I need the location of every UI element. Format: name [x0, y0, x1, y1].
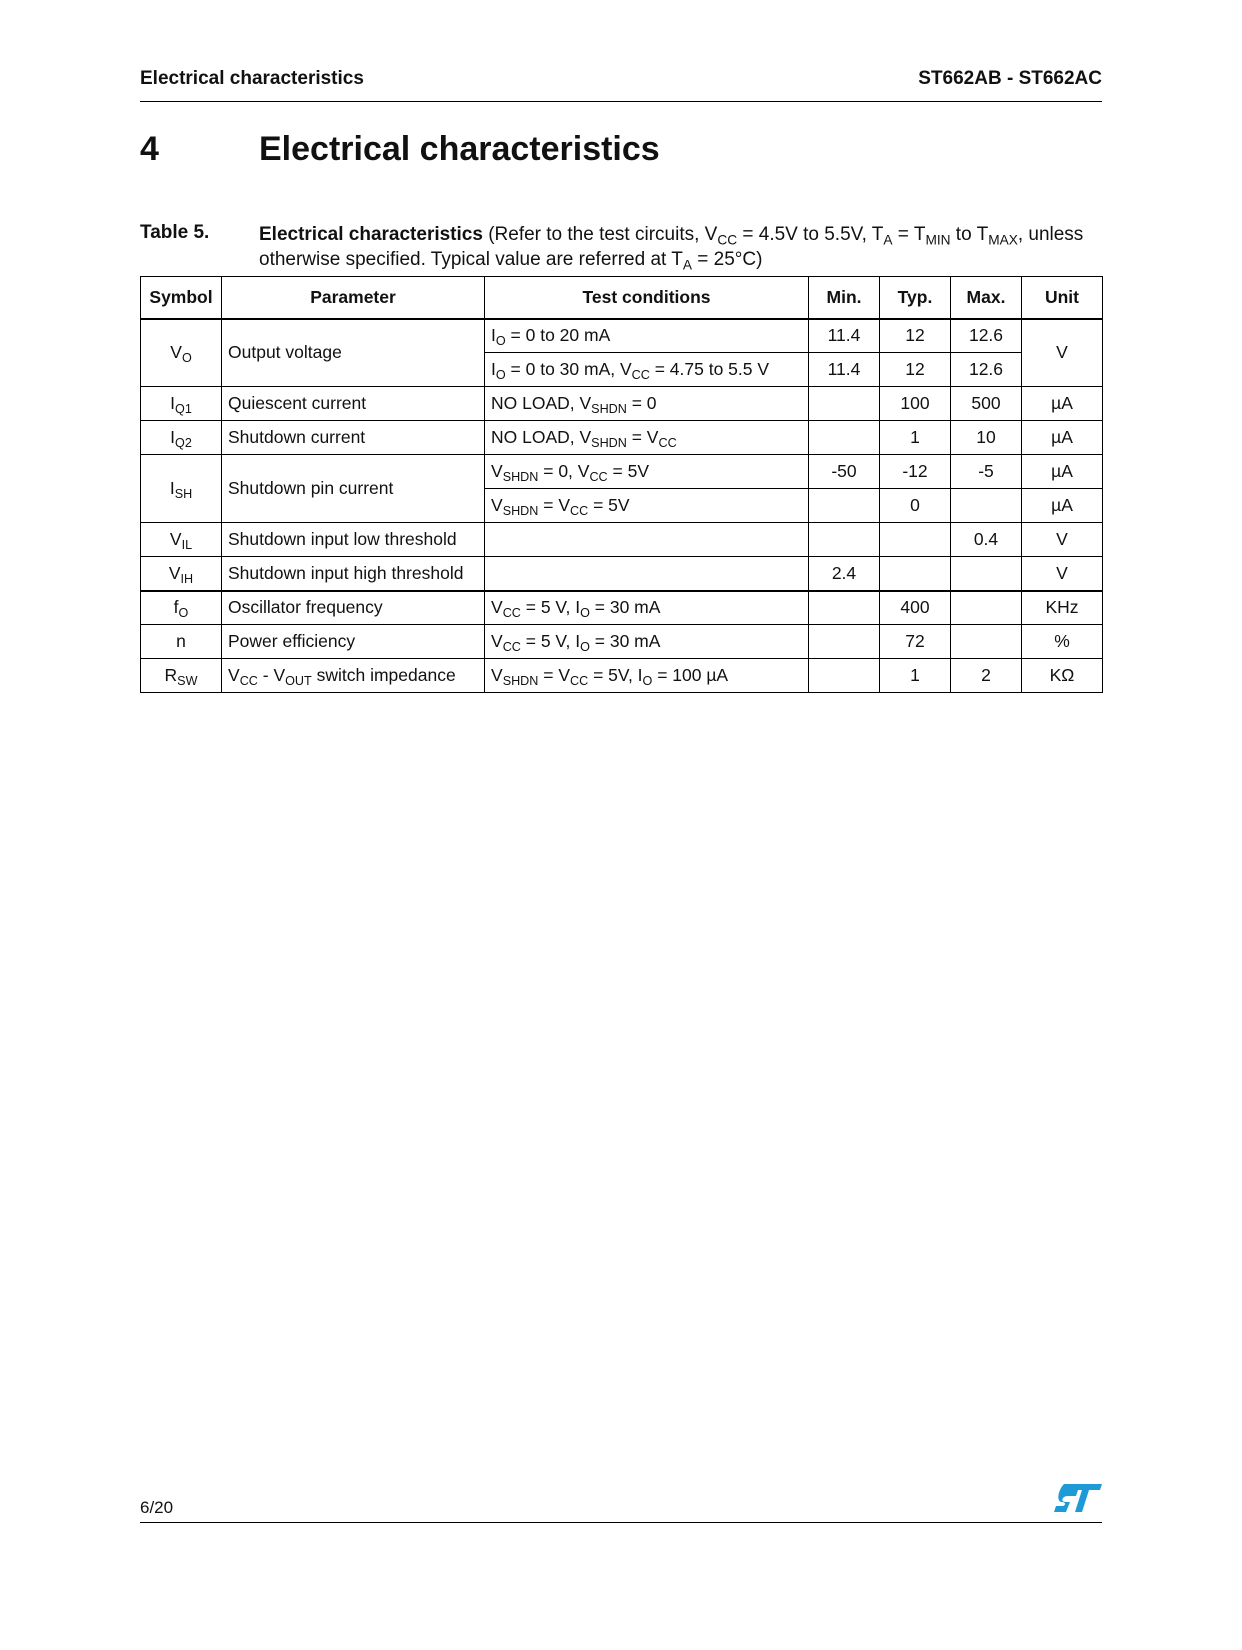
caption-sub: A [682, 257, 692, 273]
condition-cell: $I_O = 0$ to 20 mA [485, 319, 809, 353]
table-row [141, 659, 1103, 693]
caption-sub: MIN [925, 232, 951, 248]
caption-text: = T [892, 224, 926, 245]
max-cell: 2 [951, 659, 1022, 693]
col-header-test-conditions: Test conditions [485, 277, 809, 319]
parameter-cell: Shutdown pin current [222, 455, 485, 523]
page-number: 6/20 [140, 1498, 174, 1517]
table-caption [259, 222, 1102, 272]
unit-cell: V [1022, 557, 1103, 591]
caption-text: (Refer to the test circuits, V [482, 224, 718, 245]
running-header-part-number: ST662AB - ST662AC [918, 68, 1102, 89]
unit-cell: KΩ [1022, 659, 1103, 693]
parameter-cell: Oscillator frequency [222, 591, 485, 625]
table-row [141, 319, 1103, 353]
caption-text: , unless otherwise specified. Typical value are referred at T [259, 224, 1084, 270]
typ-cell: 1 [880, 659, 951, 693]
condition-cell: $I_O = 0$ to 30 mA, $V_{CC} = 4.75$ to 5.5 V [485, 353, 809, 387]
unit-cell: µA [1022, 489, 1103, 523]
table-row [141, 557, 1103, 591]
col-header-typ: Typ. [880, 277, 951, 319]
max-cell: -5 [951, 455, 1022, 489]
max-cell [951, 489, 1022, 523]
max-cell [951, 625, 1022, 659]
caption-sub: CC [717, 232, 738, 248]
col-header-unit: Unit [1022, 277, 1103, 319]
symbol-cell: $V_O$ [141, 319, 222, 387]
parameter-cell: Output voltage [222, 319, 485, 387]
unit-cell: % [1022, 625, 1103, 659]
parameter-cell: Shutdown input low threshold [222, 523, 485, 557]
condition-cell: $V_{SHDN} = 0$, $V_{CC} = 5V$ [485, 455, 809, 489]
typ-cell [880, 523, 951, 557]
caption-text: = 25°C) [691, 249, 763, 270]
symbol-cell: $f_O$ [141, 591, 222, 625]
running-header-title: Electrical characteristics [140, 68, 364, 89]
min-cell: 2.4 [809, 557, 880, 591]
table-row [141, 455, 1103, 489]
max-cell: 12.6 [951, 319, 1022, 353]
max-cell [951, 557, 1022, 591]
min-cell [809, 489, 880, 523]
min-cell [809, 591, 880, 625]
caption-bold: Electrical characteristics [259, 224, 483, 245]
typ-cell: -12 [880, 455, 951, 489]
condition-cell: $V_{SHDN} = V_{CC} = 5V$ [485, 489, 809, 523]
max-cell: 10 [951, 421, 1022, 455]
electrical-characteristics-table [140, 276, 1103, 693]
symbol-cell: $I_{Q2}$ [141, 421, 222, 455]
unit-cell: KHz [1022, 591, 1103, 625]
parameter-cell: $V_{CC} - V_{OUT}$ switch impedance [222, 659, 485, 693]
condition-cell: $V_{CC} = 5$ V, $I_O = 30$ mA [485, 625, 809, 659]
max-cell: 500 [951, 387, 1022, 421]
min-cell [809, 625, 880, 659]
unit-cell: V [1022, 319, 1103, 387]
unit-cell: µA [1022, 421, 1103, 455]
parameter-cell: Shutdown input high threshold [222, 557, 485, 591]
max-cell [951, 591, 1022, 625]
unit-cell: µA [1022, 387, 1103, 421]
min-cell [809, 659, 880, 693]
unit-cell: V [1022, 523, 1103, 557]
col-header-max: Max. [951, 277, 1022, 319]
min-cell: 11.4 [809, 319, 880, 353]
typ-cell: 1 [880, 421, 951, 455]
symbol-cell: n [141, 625, 222, 659]
table-header-row [141, 277, 1103, 319]
st-logo-shape [1054, 1484, 1102, 1512]
section-number: 4 [140, 130, 159, 168]
table-caption-label: Table 5. [140, 222, 210, 243]
typ-cell: 12 [880, 353, 951, 387]
typ-cell: 0 [880, 489, 951, 523]
table-row [141, 591, 1103, 625]
condition-cell [485, 557, 809, 591]
condition-cell: NO LOAD, $V_{SHDN} = V_{CC}$ [485, 421, 809, 455]
max-cell: 12.6 [951, 353, 1022, 387]
typ-cell: 400 [880, 591, 951, 625]
caption-text: to T [950, 224, 989, 245]
table-row [141, 625, 1103, 659]
min-cell: 11.4 [809, 353, 880, 387]
condition-cell [485, 523, 809, 557]
caption-sub: A [883, 232, 893, 248]
max-cell: 0.4 [951, 523, 1022, 557]
condition-cell: $V_{CC} = 5$ V, $I_O = 30$ mA [485, 591, 809, 625]
caption-text: = 4.5V to 5.5V, T [737, 224, 884, 245]
col-header-parameter: Parameter [222, 277, 485, 319]
min-cell [809, 523, 880, 557]
footer-divider [140, 1522, 1102, 1523]
st-logo-icon [1054, 1484, 1102, 1518]
table-row [141, 523, 1103, 557]
min-cell: -50 [809, 455, 880, 489]
table-row [141, 387, 1103, 421]
min-cell [809, 421, 880, 455]
col-header-symbol: Symbol [141, 277, 222, 319]
condition-cell: $V_{SHDN} = V_{CC} = 5V$, $I_O = 100$ µA [485, 659, 809, 693]
caption-sub: MAX [988, 232, 1018, 248]
table-row [141, 421, 1103, 455]
unit-cell: µA [1022, 455, 1103, 489]
parameter-cell: Quiescent current [222, 387, 485, 421]
typ-cell: 100 [880, 387, 951, 421]
symbol-cell: $I_{Q1}$ [141, 387, 222, 421]
typ-cell: 12 [880, 319, 951, 353]
typ-cell: 72 [880, 625, 951, 659]
parameter-cell: Power efficiency [222, 625, 485, 659]
symbol-cell: $R_{SW}$ [141, 659, 222, 693]
header-divider [140, 101, 1102, 102]
typ-cell [880, 557, 951, 591]
section-title: Electrical characteristics [259, 130, 660, 168]
col-header-min: Min. [809, 277, 880, 319]
symbol-cell: $I_{SH}$ [141, 455, 222, 523]
min-cell [809, 387, 880, 421]
symbol-cell: $V_{IL}$ [141, 523, 222, 557]
symbol-cell: $V_{IH}$ [141, 557, 222, 591]
parameter-cell: Shutdown current [222, 421, 485, 455]
condition-cell: NO LOAD, $V_{SHDN} = 0$ [485, 387, 809, 421]
